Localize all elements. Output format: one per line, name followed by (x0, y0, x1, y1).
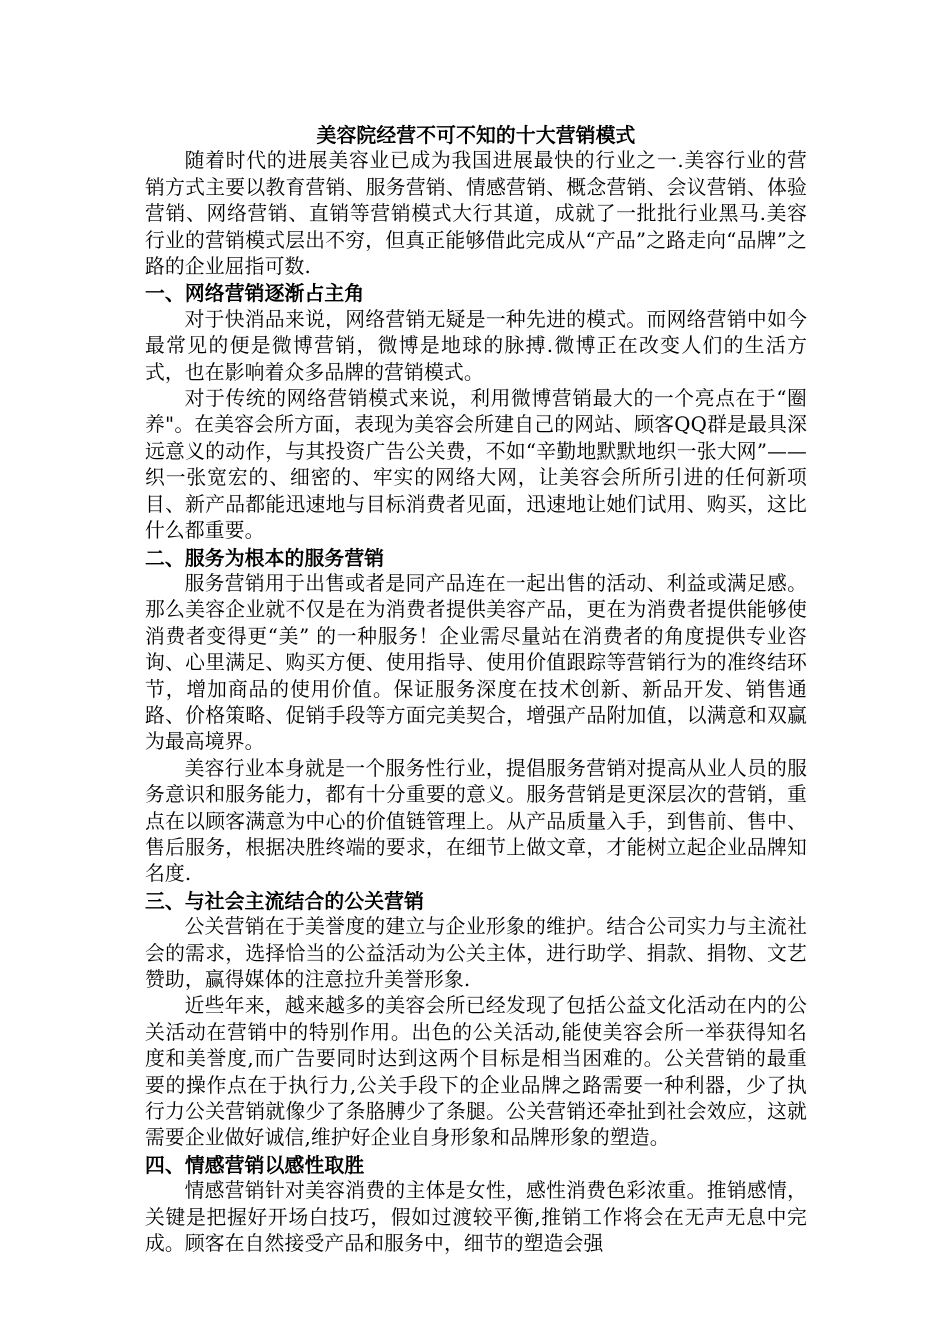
section-1-paragraph-1: 对于快消品来说，网络营销无疑是一种先进的模式。而网络营销中如今最常见的便是微博营销，微博是地球的脉搏.微博正在改变人们的生活方式，也在影响着众多品牌的营销模式。 (145, 307, 807, 384)
document-title: 美容院经营不可不知的十大营销模式 (316, 123, 636, 147)
intro-paragraph: 随着时代的进展美容业已成为我国进展最快的行业之一.美容行业的营销方式主要以教育营销、服务营销、情感营销、概念营销、会议营销、体验营销、网络营销、直销等营销模式大行其道，成就了一批批行业黑马.美容行业的营销模式层出不穷，但真正能够借此完成从“产品”之路走向“品牌”之路的企业屈指可数. (145, 149, 807, 279)
section-2-paragraph-2: 美容行业本身就是一个服务性行业，提倡服务营销对提高从业人员的服务意识和服务能力，都有十分重要的意义。服务营销是更深层次的营销，重点在以顾客满意为中心的价值链管理上。从产品质量入手，到售前、售中、售后服务，根据决胜终端的要求，在细节上做文章，才能树立起企业品牌知名度. (145, 756, 807, 886)
section-1-paragraph-2: 对于传统的网络营销模式来说，利用微博营销最大的一个亮点在于“圈养"。在美容会所方面，表现为美容会所建自己的网站、顾客QQ群是最具深远意义的动作，与其投资广告公关费，不如“辛勤地默默地织一张大网”——织一张宽宏的、细密的、牢实的网络大网，让美容会所所引进的任何新项目、新产品都能迅速地与目标消费者见面，迅速地让她们试用、购买，这比什么都重要。 (145, 387, 807, 543)
section-4-paragraph-1: 情感营销针对美容消费的主体是女性，感性消费色彩浓重。推销感情，关键是把握好开场白技巧，假如过渡较平衡,推销工作将会在无声无息中完成。顾客在自然接受产品和服务中，细节的塑造会强 (145, 1179, 807, 1256)
section-4-heading: 四、情感营销以感性取胜 (145, 1152, 365, 1177)
section-3-paragraph-2: 近些年来，越来越多的美容会所已经发现了包括公益文化活动在内的公关活动在营销中的特别作用。出色的公关活动,能使美容会所一举获得知名度和美誉度,而广告要同时达到这两个目标是相当困难的。公关营销的最重要的操作点在于执行力,公关手段下的企业品牌之路需要一种利器，少了执行力公关营销就像少了条胳膊少了条腿。公关营销还牵扯到社会效应，这就需要企业做好诚信,维护好企业自身形象和品牌形象的塑造。 (145, 994, 807, 1150)
section-1-heading: 一、网络营销逐渐占主角 (145, 281, 365, 306)
section-2-paragraph-1: 服务营销用于出售或者是同产品连在一起出售的活动、利益或满足感。那么美容企业就不仅是在为消费者提供美容产品，更在为消费者提供能够使消费者变得更“美” 的一种服务！企业需尽量站在消费者的角度提供专业咨询、心里满足、购买方便、使用指导、使用价值跟踪等营销行为的准终结环节，增加商品的使用价值。保证服务深度在技术创新、新品开发、销售通路、价格策略、促销手段等方面完美契合，增强产品附加值，以满意和双赢为最高境界。 (145, 571, 807, 754)
section-2-heading: 二、服务为根本的服务营销 (145, 545, 385, 570)
section-3-paragraph-1: 公关营销在于美誉度的建立与企业形象的维护。结合公司实力与主流社会的需求，选择恰当的公益活动为公关主体，进行助学、捐款、捐物、文艺赞助，赢得媒体的注意拉升美誉形象. (145, 915, 807, 991)
document-page (145, 122, 807, 1257)
section-3-heading: 三、与社会主流结合的公关营销 (145, 888, 425, 913)
